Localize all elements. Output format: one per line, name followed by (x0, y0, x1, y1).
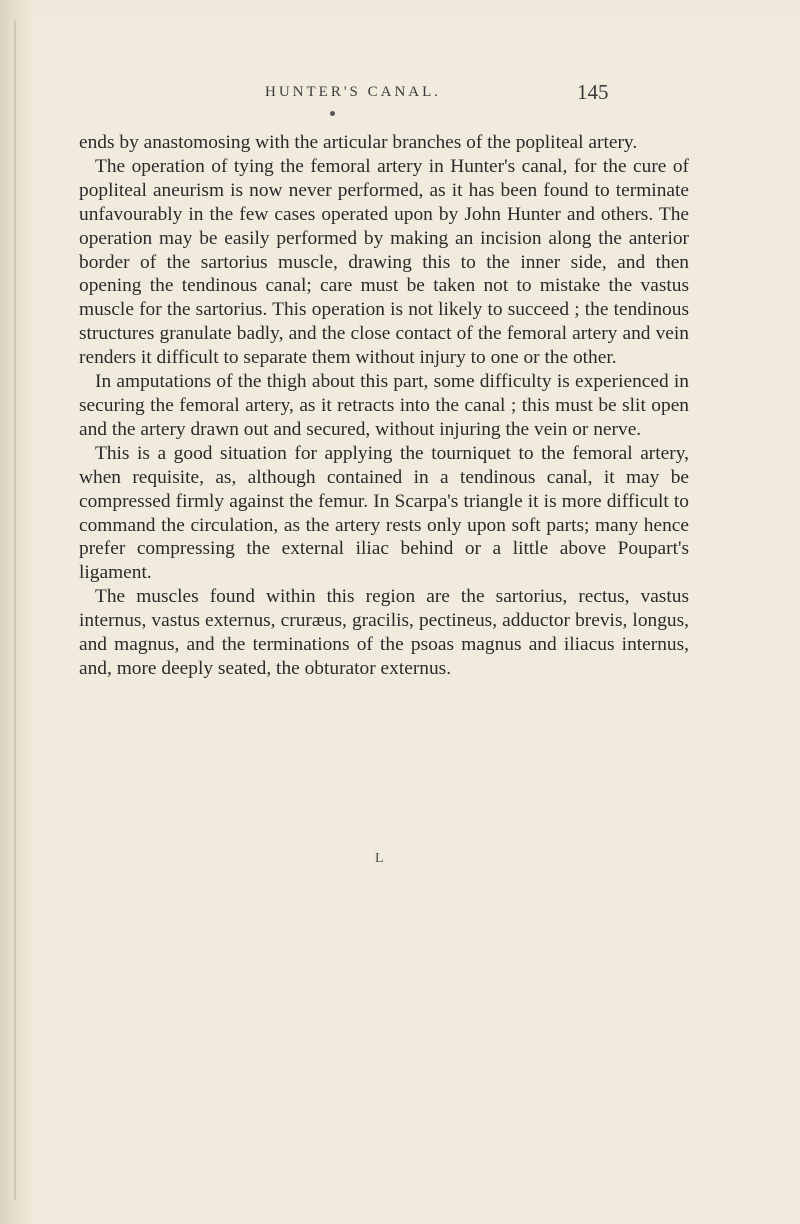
body-text (79, 131, 689, 681)
book-spine-gutter (0, 0, 30, 1224)
page-top-shading (0, 0, 800, 30)
paragraph: The operation of tying the femoral artery in Hunter's canal, for the cure of popliteal aneurism is now never performed, as it has been found to terminate unfavourably in the few cases operated upon by John Hunter and others. The operation may be easily performed by making an incision along the anterior border of the sartorius muscle, drawing this to the inner side, and then opening the tendinous canal; care must be taken not to mistake the vastus muscle for the sartorius. This operation is not likely to succeed ; the tendinous structures granulate badly, and the close contact of the femoral artery and vein renders it difficult to separate them without injury to one or the other. (79, 155, 689, 369)
ink-speck (330, 111, 335, 116)
page-header (265, 80, 665, 114)
paragraph: The muscles found within this region are the sartorius, rectus, vastus internus, vastus externus, cruræus, gracilis, pectineus, adductor brevis, longus, and magnus, and the terminations of the psoas magnus and iliacus internus, and, more deeply seated, the obturator externus. (79, 586, 689, 679)
running-head: HUNTER'S CANAL. (265, 84, 442, 100)
gutter-line (14, 20, 16, 1200)
paragraph: In amputations of the thigh about this part, some difficulty is experienced in securing the femoral artery, as it retracts into the canal ; this must be slit open and the artery drawn out and secured, without injuring the vein or nerve. (79, 371, 689, 440)
page-number: 145 (577, 80, 609, 104)
signature-mark: L (375, 851, 384, 866)
paragraph: ends by anastomosing with the articular branches of the popliteal artery. (79, 132, 638, 153)
paragraph: This is a good situation for applying the tourniquet to the femoral artery, when requisite, as, although contained in a tendinous canal, it may be compressed firmly against the femur. In Scarpa's triangle it is more difficult to command the circulation, as the artery rests only upon soft parts; many hence prefer compressing the external iliac behind or a little above Poupart's ligament. (79, 442, 689, 584)
